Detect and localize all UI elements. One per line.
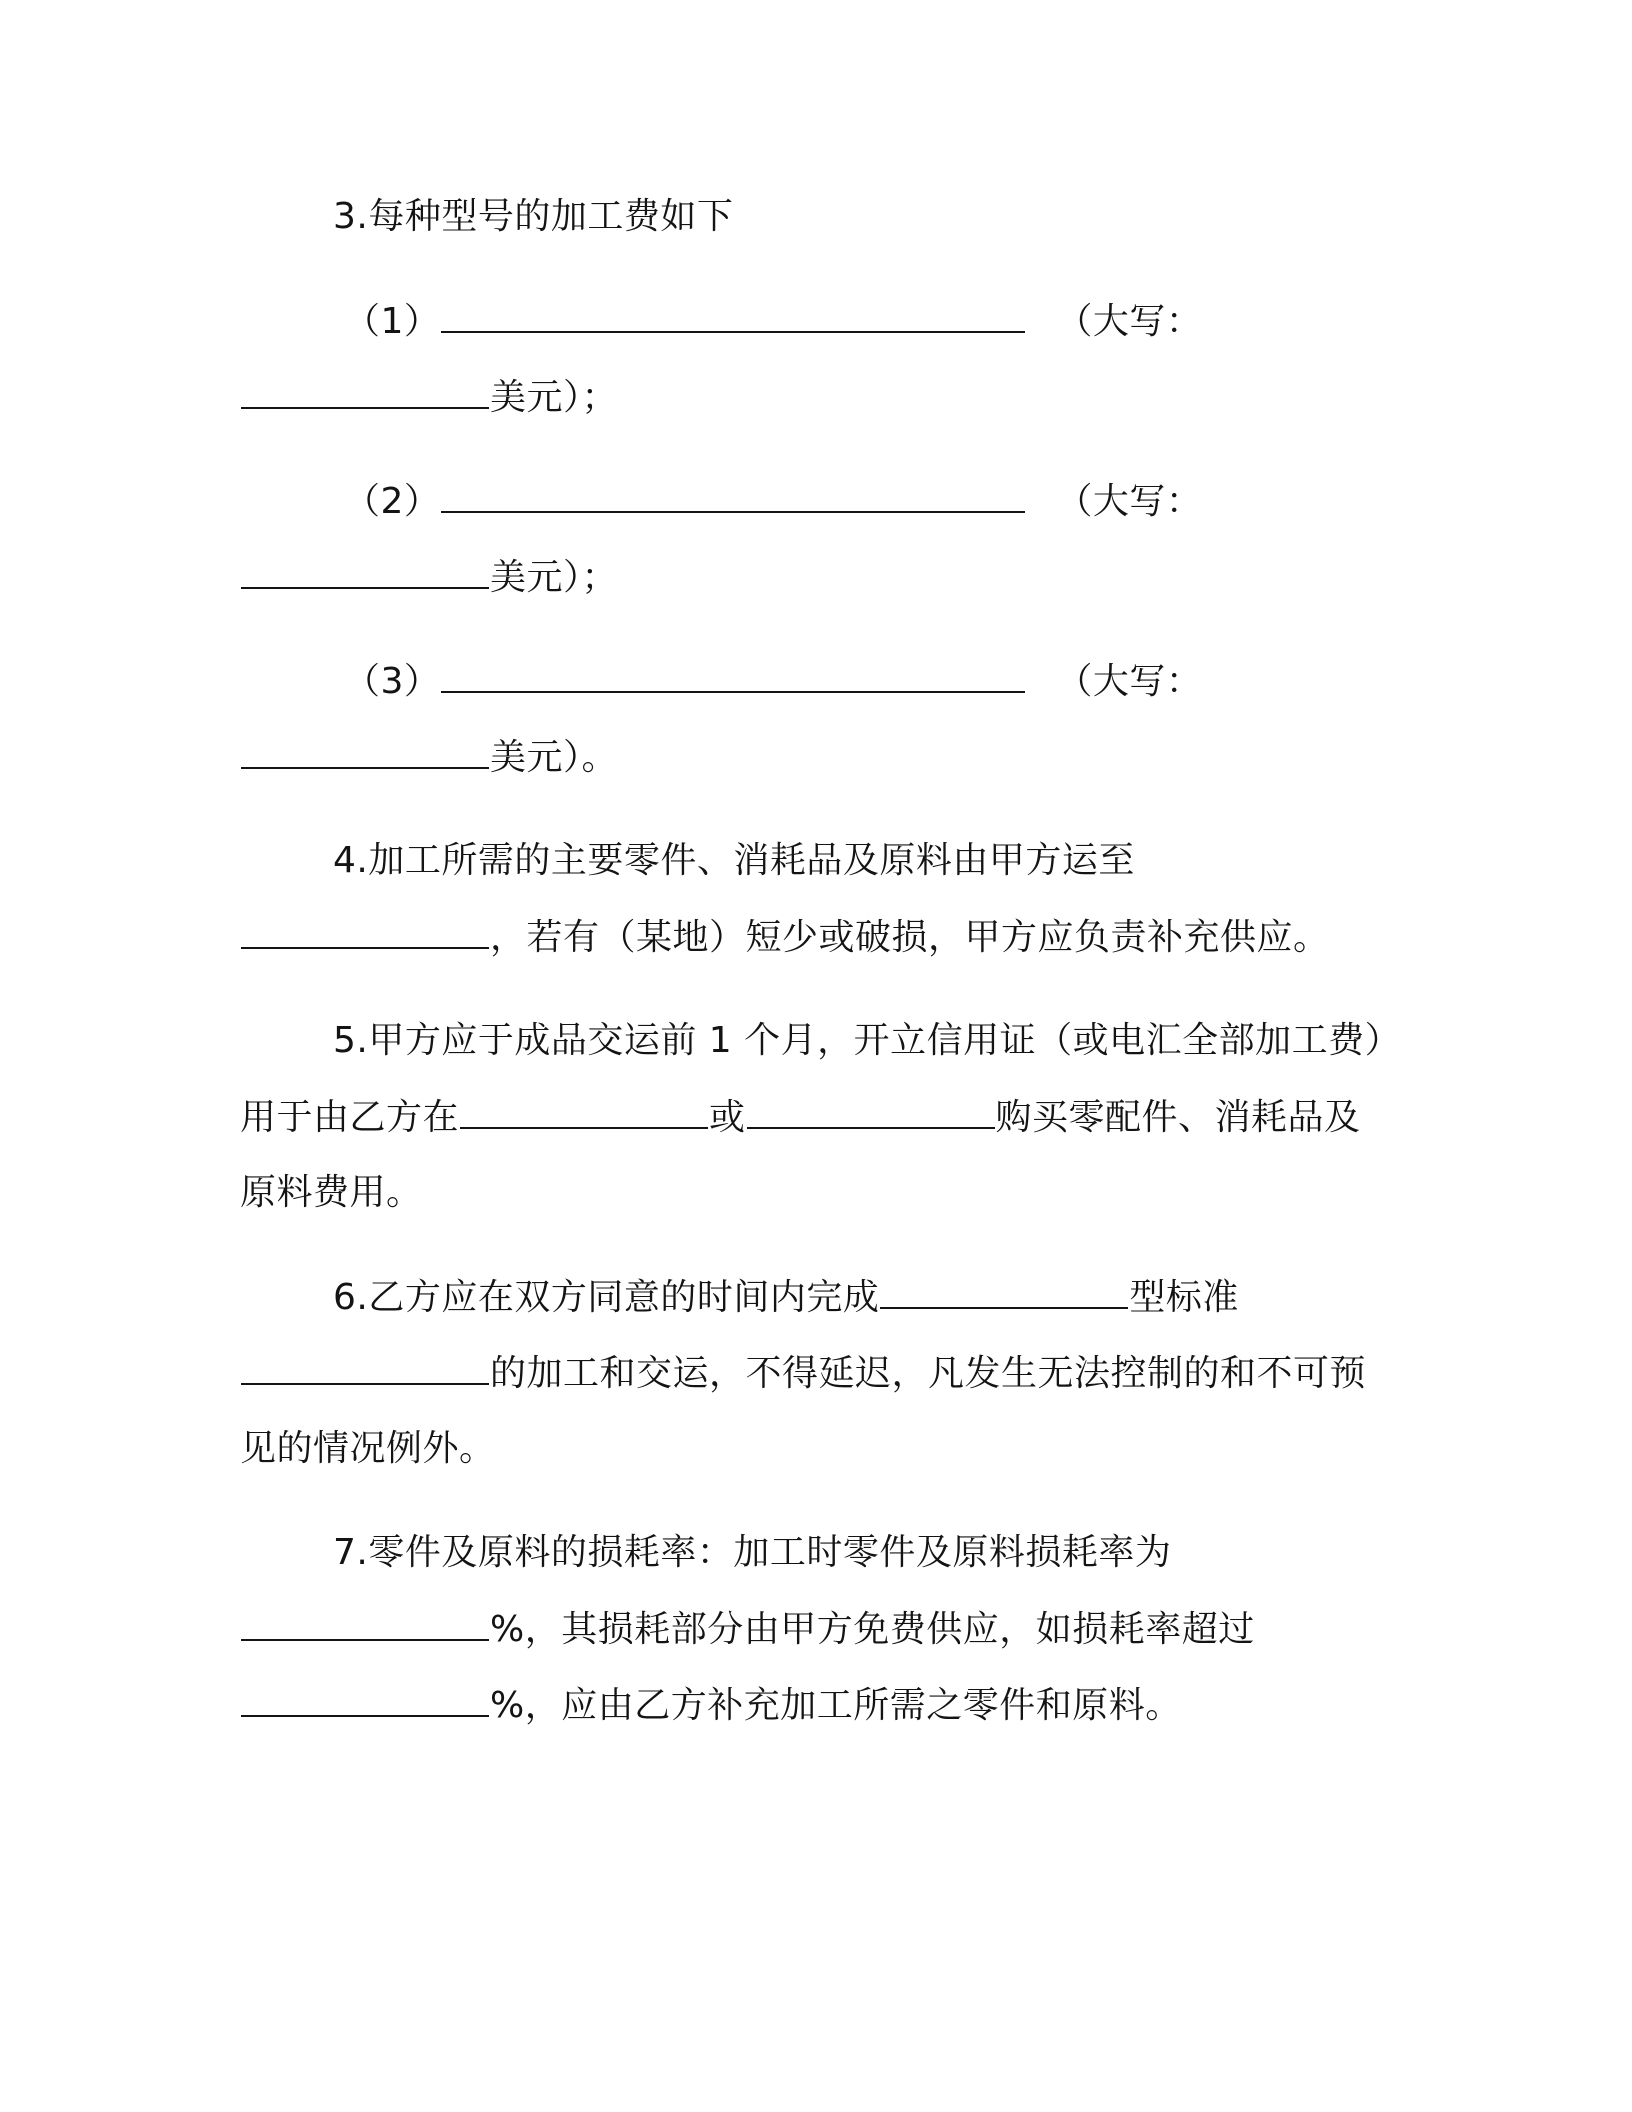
entry-1-unit: 美元）；: [490, 377, 619, 418]
item6-line3: [240, 1425, 496, 1473]
item5-place-blank-2[interactable]: [747, 1093, 995, 1129]
item5-line1-text: 5.甲方应于成品交运前 1 个月，开立信用证（或电汇全部加工费）: [333, 1020, 1402, 1061]
entry-1-amount-blank[interactable]: [441, 297, 1025, 333]
entry-2-daxie-blank[interactable]: [241, 553, 489, 589]
item3-entry-3-line2: [240, 733, 618, 782]
item7-line1-text: 7.零件及原料的损耗率：加工时零件及原料损耗率为: [333, 1532, 1172, 1573]
entry-3-daxie-label: （大写：: [1056, 661, 1203, 702]
entry-2-unit: 美元）；: [490, 557, 619, 598]
item6-line2: [240, 1349, 1366, 1398]
item7-max-loss-rate-blank[interactable]: [241, 1681, 489, 1717]
entry-3-daxie-blank[interactable]: [241, 733, 489, 769]
item4-line2-text: ，若有（某地）短少或破损，甲方应负责补充供应。: [490, 917, 1330, 958]
item5-place-blank-1[interactable]: [460, 1093, 708, 1129]
entry-2-daxie-label: （大写：: [1056, 481, 1203, 522]
item7-line3-text: %，应由乙方补充加工所需之零件和原料。: [490, 1685, 1182, 1726]
item5-line2-text-a: 用于由乙方在: [240, 1097, 460, 1138]
item5-line2: [240, 1093, 1361, 1142]
item7-line2-text: %，其损耗部分由甲方免费供应，如损耗率超过: [490, 1609, 1255, 1650]
item7-line1: [333, 1529, 1171, 1577]
entry-2-amount-blank[interactable]: [441, 477, 1025, 513]
entry-1-daxie-blank[interactable]: [241, 373, 489, 409]
item5-line3-text: 原料费用。: [240, 1172, 423, 1213]
item6-line2-text: 的加工和交运，不得延迟，凡发生无法控制的和不可预: [490, 1353, 1367, 1394]
item6-model-blank[interactable]: [880, 1273, 1128, 1309]
entry-3-amount-blank[interactable]: [441, 657, 1025, 693]
item4-line1: [333, 837, 1135, 885]
entry-1-number: （1）: [344, 301, 441, 342]
item3-heading: [333, 193, 733, 241]
entry-1-daxie-label: （大写：: [1056, 301, 1203, 342]
item6-standard-blank[interactable]: [241, 1349, 489, 1385]
item4-line2: [240, 913, 1330, 962]
item3-entry-2-line2: [240, 553, 618, 602]
item4-line1-text: 4.加工所需的主要零件、消耗品及原料由甲方运至: [333, 840, 1135, 881]
item6-line1-text-a: 6.乙方应在双方同意的时间内完成: [333, 1277, 880, 1318]
entry-3-unit: 美元）。: [490, 737, 619, 778]
item3-entry-2-line1: [344, 477, 1202, 526]
item3-heading-text: 3.每种型号的加工费如下: [333, 196, 734, 237]
item3-entry-3-line1: [344, 657, 1202, 706]
item6-line1: [333, 1273, 1239, 1322]
item3-entry-1-line1: [344, 297, 1202, 346]
item5-line2-text-b: 或: [709, 1097, 746, 1138]
entry-2-number: （2）: [344, 481, 441, 522]
item5-line1: [333, 1017, 1401, 1065]
item6-line1-text-b: 型标准: [1129, 1277, 1239, 1318]
entry-3-number: （3）: [344, 661, 441, 702]
item7-line3: [240, 1681, 1182, 1730]
item4-location-blank[interactable]: [241, 913, 489, 949]
item5-line2-text-c: 购买零配件、消耗品及: [995, 1097, 1361, 1138]
item3-entry-1-line2: [240, 373, 618, 422]
item7-line2: [240, 1605, 1255, 1654]
item6-line3-text: 见的情况例外。: [240, 1428, 496, 1469]
item7-loss-rate-blank[interactable]: [241, 1605, 489, 1641]
item5-line3: [240, 1169, 423, 1217]
